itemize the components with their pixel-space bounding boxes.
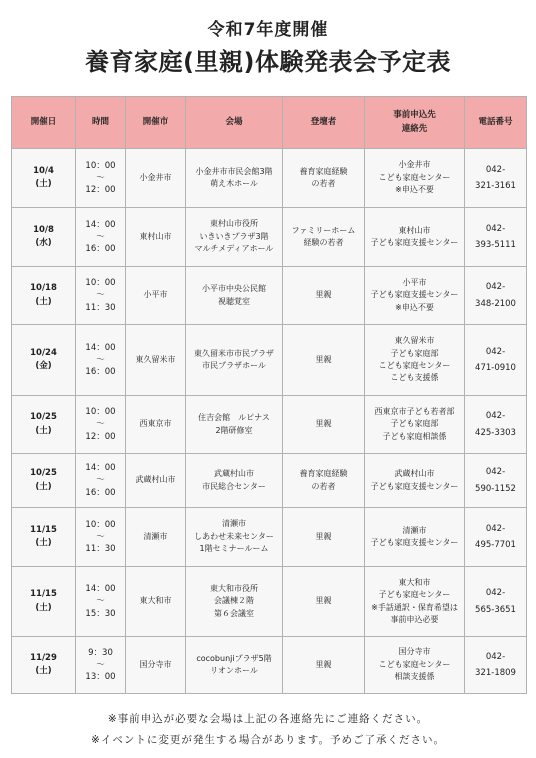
- city-cell: 清瀬市: [126, 508, 186, 567]
- speaker-cell: 養育家庭経験 の若者: [283, 149, 365, 208]
- contact-cell: 東村山市 子ども家庭支援センター: [365, 208, 465, 267]
- phone-cell: 042- 321-1809: [465, 637, 527, 694]
- date-cell: 10/8 (水): [12, 208, 76, 267]
- page-title: 養育家庭(里親)体験発表会予定表: [85, 48, 451, 76]
- speaker-cell: 里親: [283, 508, 365, 567]
- table-row: [12, 208, 527, 267]
- time-cell: 10：00 〜 11：30: [76, 508, 126, 567]
- contact-cell: 武蔵村山市 子ども家庭支援センター: [365, 454, 465, 508]
- time-cell: 9：30 〜 13：00: [76, 637, 126, 694]
- venue-cell: 東久留米市市民プラザ 市民プラザホール: [186, 325, 283, 396]
- time-cell: 14：00 〜 15：30: [76, 567, 126, 637]
- date-cell: 10/18 (土): [12, 267, 76, 325]
- speaker-cell: ファミリーホーム 経験の若者: [283, 208, 365, 267]
- table-row: [12, 396, 527, 454]
- phone-cell: 042- 321-3161: [465, 149, 527, 208]
- footer-note-1: ※事前申込が必要な会場は上記の各連絡先にご連絡ください。: [107, 713, 429, 725]
- city-cell: 東大和市: [126, 567, 186, 637]
- venue-cell: 東大和市役所 会議棟２階 第６会議室: [186, 567, 283, 637]
- contact-cell: 東久留米市 子ども家庭部 こども家庭センター こども支援係: [365, 325, 465, 396]
- date-cell: 10/25 (土): [12, 454, 76, 508]
- time-header: 時間: [76, 97, 126, 149]
- venue-cell: cocobunjiプラザ5階 リオンホール: [186, 637, 283, 694]
- phone-cell: 042- 495-7701: [465, 508, 527, 567]
- speaker-cell: 里親: [283, 637, 365, 694]
- footer-note-2: ※イベントに変更が発生する場合があります。予めご了承ください。: [91, 734, 445, 746]
- speaker-cell: 里親: [283, 267, 365, 325]
- schedule-table: [11, 96, 527, 694]
- speaker-cell: 里親: [283, 567, 365, 637]
- city-cell: 国分寺市: [126, 637, 186, 694]
- table-row: [12, 325, 527, 396]
- speaker-header: 登壇者: [283, 97, 365, 149]
- speaker-cell: 養育家庭経験 の若者: [283, 454, 365, 508]
- date-cell: 11/29 (土): [12, 637, 76, 694]
- date-header: 開催日: [12, 97, 76, 149]
- table-row: [12, 454, 527, 508]
- phone-cell: 042- 393-5111: [465, 208, 527, 267]
- time-cell: 14：00 〜 16：00: [76, 208, 126, 267]
- venue-cell: 清瀬市 しあわせ未来センター 1階セミナールーム: [186, 508, 283, 567]
- city-header: 開催市: [126, 97, 186, 149]
- time-cell: 10：00 〜 12：00: [76, 396, 126, 454]
- city-cell: 西東京市: [126, 396, 186, 454]
- contact-cell: 小金井市 こども家庭センター ※申込不要: [365, 149, 465, 208]
- date-cell: 11/15 (土): [12, 508, 76, 567]
- time-cell: 14：00 〜 16：00: [76, 454, 126, 508]
- speaker-cell: 里親: [283, 396, 365, 454]
- contact-cell: 国分寺市 こども家庭センター 相談支援係: [365, 637, 465, 694]
- table-row: [12, 149, 527, 208]
- time-cell: 14：00 〜 16：00: [76, 325, 126, 396]
- time-cell: 10：00 〜 12：00: [76, 149, 126, 208]
- speaker-cell: 里親: [283, 325, 365, 396]
- contact-cell: 小平市 子ども家庭支援センター ※申込不要: [365, 267, 465, 325]
- phone-cell: 042- 348-2100: [465, 267, 527, 325]
- venue-header: 会場: [186, 97, 283, 149]
- city-cell: 東久留米市: [126, 325, 186, 396]
- table-header-row: [12, 97, 527, 149]
- phone-cell: 042- 565-3651: [465, 567, 527, 637]
- phone-cell: 042- 425-3303: [465, 396, 527, 454]
- phone-header: 電話番号: [465, 97, 527, 149]
- date-cell: 10/25 (土): [12, 396, 76, 454]
- phone-cell: 042- 590-1152: [465, 454, 527, 508]
- venue-cell: 東村山市役所 いきいきプラザ3階 マルチメディアホール: [186, 208, 283, 267]
- contact-header: 事前申込先 連絡先: [365, 97, 465, 149]
- date-cell: 10/24 (金): [12, 325, 76, 396]
- city-cell: 小平市: [126, 267, 186, 325]
- table-row: [12, 267, 527, 325]
- venue-cell: 住吉会館 ルピナス 2階研修室: [186, 396, 283, 454]
- venue-cell: 武蔵村山市 市民総合センター: [186, 454, 283, 508]
- time-cell: 10：00 〜 11：30: [76, 267, 126, 325]
- venue-cell: 小平市中央公民館 視聴覚室: [186, 267, 283, 325]
- city-cell: 東村山市: [126, 208, 186, 267]
- title-line1: 令和7年度開催: [207, 20, 329, 40]
- city-cell: 小金井市: [126, 149, 186, 208]
- phone-cell: 042- 471-0910: [465, 325, 527, 396]
- table-row: [12, 637, 527, 694]
- contact-cell: 東大和市 子ども家庭センター ※手話通訳・保育希望は 事前申込必要: [365, 567, 465, 637]
- table-row: [12, 508, 527, 567]
- date-cell: 10/4 (土): [12, 149, 76, 208]
- contact-cell: 清瀬市 子ども家庭支援センター: [365, 508, 465, 567]
- contact-cell: 西東京市子ども若者部 子ども家庭部 子ども家庭相談係: [365, 396, 465, 454]
- date-cell: 11/15 (土): [12, 567, 76, 637]
- venue-cell: 小金井市市民会館3階 萌え木ホール: [186, 149, 283, 208]
- city-cell: 武蔵村山市: [126, 454, 186, 508]
- table-row: [12, 567, 527, 637]
